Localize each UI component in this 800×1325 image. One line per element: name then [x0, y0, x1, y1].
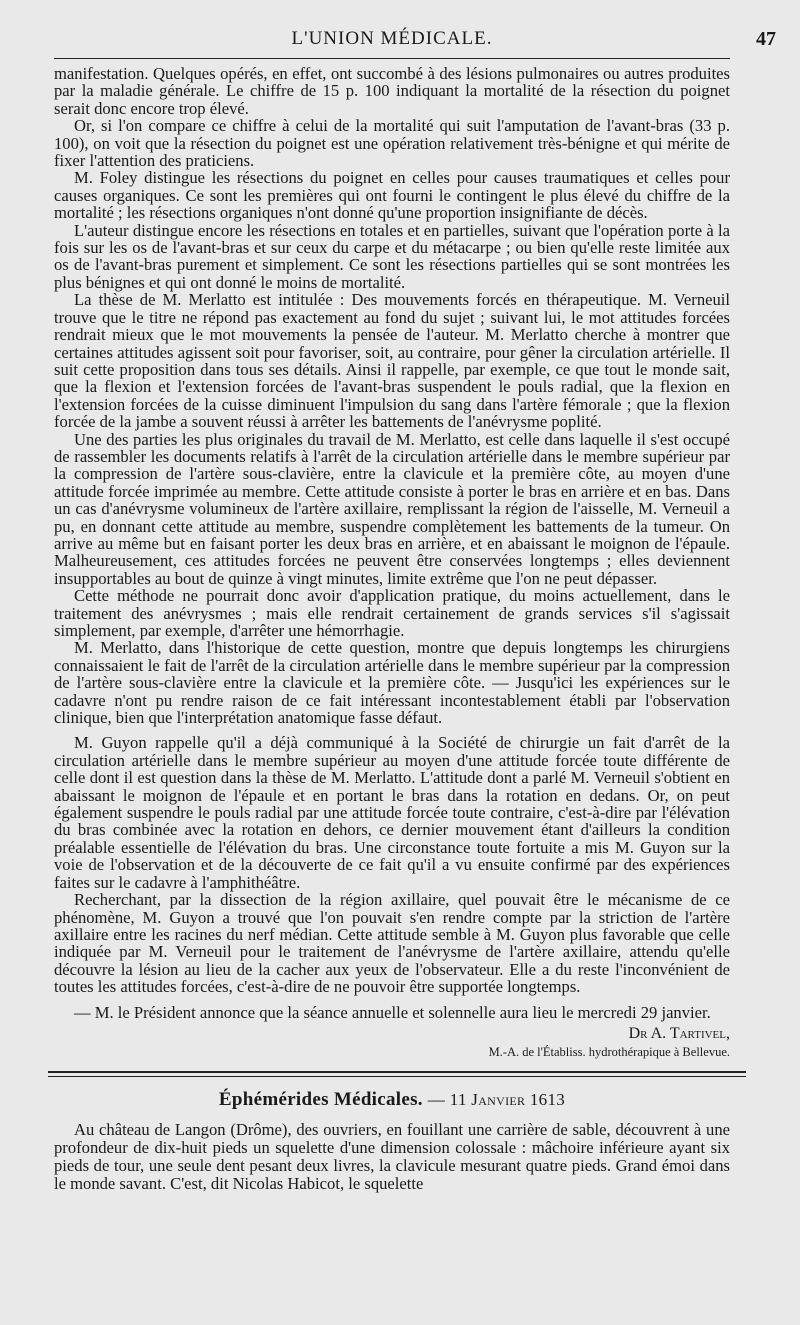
journal-title: L'UNION MÉDICALE. — [291, 28, 493, 49]
paragraph: Or, si l'on compare ce chiffre à celui de la mortalité qui suit l'amputation de l'avant-bras (33 p. 100), on voit que la résection du poignet est une opération relativement très-bénigne et qui mérite de fixer l'attention des praticiens. — [54, 116, 730, 171]
ephemerides-date: — 11 Janvier 1613 — [427, 1089, 566, 1109]
ephemerides-body — [54, 1121, 730, 1193]
author-role: M.-A. de l'Établiss. hydrothérapique à Bellevue. — [488, 1044, 730, 1059]
paragraph: M. Foley distingue les résections du poignet en celles pour causes traumatiques et celles pour causes organiques. Ce sont les premières qui ont fourni le contingent le plus élevé du chiffre de la mortalité ; les résections organiques n'ont donné qu'une proportion insignifiante de décès. — [54, 168, 730, 223]
article-body — [54, 65, 730, 1021]
paragraph: M. Merlatto, dans l'historique de cette question, montre que depuis longtemps les chirurgiens connaissaient le fait de l'arrêt de la circulation artérielle dans le membre supérieur par la compression de l'artère sous-clavière entre la clavicule et la première côte. — Jusqu'ici les expériences sur le cadavre n'ont pu rendre raison de ce fait intéressant incontestablement établi par l'observation clinique, bien que l'interprétation anatomique fasse défaut. — [54, 638, 730, 728]
ephemerides-paragraph: Au château de Langon (Drôme), des ouvriers, en fouillant une carrière de sable, découvrent à une profondeur de dix-huit pieds un squelette d'une dimension colossale : mâchoire inférieure ayant six pieds de tour, une seule dent pesant deux livres, la clavicule mesurant quatre pieds. Grand émoi dans le monde savant. C'est, dit Nicolas Habicot, le squelette — [54, 1119, 730, 1193]
paragraph: manifestation. Quelques opérés, en effet, ont succombé à des lésions pulmonaires ou autres produites par la maladie générale. Le chiffre de 15 p. 100 indiquant la mortalité de la résection du poignet serait donc encore trop élevé. — [54, 64, 730, 118]
announcement: — M. le Président annonce que la séance annuelle et solennelle aura lieu le mercredi 29 janvier. — [74, 1002, 711, 1022]
signature-block — [54, 1025, 730, 1061]
paragraph: L'auteur distingue encore les résections en totales et en partielles, suivant que l'opération porte à la fois sur les os de l'avant-bras et sur ceux du carpe et du métacarpe ; ou bien qu'elle reste limitée aux os de l'avant-bras purement et simplement. Ce sont les résections partielles qui se sont montrées les plus bénignes et qui ont donné le moins de mortalité. — [54, 220, 730, 292]
ephemerides-title: Éphémérides Médicales. — [218, 1088, 423, 1110]
paragraph: Cette méthode ne pourrait donc avoir d'application pratique, du moins actuellement, dans le traitement des anévrysmes ; mais elle rendrait certainement de grands services s'il s'agissait simplement, par exemple, d'arrêter une hémorrhagie. — [54, 586, 730, 640]
running-header — [54, 28, 776, 59]
section-divider — [48, 1071, 746, 1077]
page-number: 47 — [756, 28, 776, 50]
ephemerides-heading — [54, 1089, 730, 1111]
paragraph: Une des parties les plus originales du travail de M. Merlatto, est celle dans laquelle il s'est occupé de rassembler les documents relatifs à l'arrêt de la circulation artérielle dans le membre supérieur par la compression de l'artère sous-clavière, entre la clavicule et la première côte, au moyen d'une attitude forcée imprimée au membre. Cette attitude consiste à porter le bras en arrière et en bas. Dans un cas d'anévrysme volumineux de l'artère axillaire, remplissant la région de l'aisselle, M. Verneuil a pu, en donnant cette attitude au membre, suspendre complètement les battements de la tumeur. On arrive au même but en faisant porter les deux bras en arrière, et en abaissant le moignon de l'épaule. Malheureusement, ces attitudes forcées ne peuvent être conservées longtemps ; elles deviennent insupportables au bout de quinze à vingt minutes, limite extrême que l'on ne peut dépasser. — [54, 429, 730, 588]
paragraph: Recherchant, par la dissection de la région axillaire, quel pouvait être le mécanisme de ce phénomène, M. Guyon a trouvé que l'on pouvait s'en rendre compte par la striction de l'artère axillaire entre les racines du nerf médian. Cette attitude semble à M. Guyon plus favorable que celle indiquée par M. Verneuil pour le traitement de l'anévrysme de l'artère axillaire, attendu qu'elle découvre la lésion au lieu de la cacher aux yeux de l'observateur. Elle a du reste l'inconvénient de toutes les attitudes forcées, c'est-à-dire de ne pouvoir être supportée longtemps. — [54, 890, 730, 997]
author-name: Dr A. Tartivel, — [628, 1024, 730, 1042]
paragraph: La thèse de M. Merlatto est intitulée : Des mouvements forcés en thérapeutique. M. Verneuil trouve que le titre ne répond pas exactement au fond du sujet ; suivant lui, le mot attitudes forcées rendrait mieux que le mot mouvements la pensée de l'auteur. M. Merlatto cherche à montrer que certaines attitudes agissent soit pour favoriser, soit, au contraire, pour gêner la circulation artérielle. Il suit cette proposition dans tous ses détails. Ainsi il rappelle, par exemple, ce que tout le monde sait, que la flexion et l'extension forcées de l'avant-bras suspendent le pouls radial, que la flexion en l'extension forcées de la cuisse diminuent l'impulsion du sang dans l'artère fémorale ; que la flexion forcée de la jambe a souvent réussi à arrêter les battements de l'anévrysme poplité. — [54, 290, 730, 432]
paragraph: M. Guyon rappelle qu'il a déjà communiqué à la Société de chirurgie un fait d'arrêt de la circulation artérielle dans le membre supérieur au moyen d'une attitude forcée toute différente de celle dont il est question dans la thèse de M. Merlatto. L'attitude dont a parlé M. Verneuil s'obtient en abaissant le moignon de l'épaule et en portant le bras dans la rotation en dedans. Or, on peut également suspendre le pouls radial par une attitude forcée toute contraire, c'est-à-dire par l'élévation du bras combinée avec la rotation en dehors, ce dernier mouvement étant d'ailleurs la condition préalable essentielle de l'élévation du bras. Une circonstance toute fortuite a mis M. Guyon sur la voie de l'observation et de la découverte de ce fait qu'il a vu ensuite confirmé par des expériences faites sur le cadavre à l'amphithéâtre. — [54, 733, 730, 892]
